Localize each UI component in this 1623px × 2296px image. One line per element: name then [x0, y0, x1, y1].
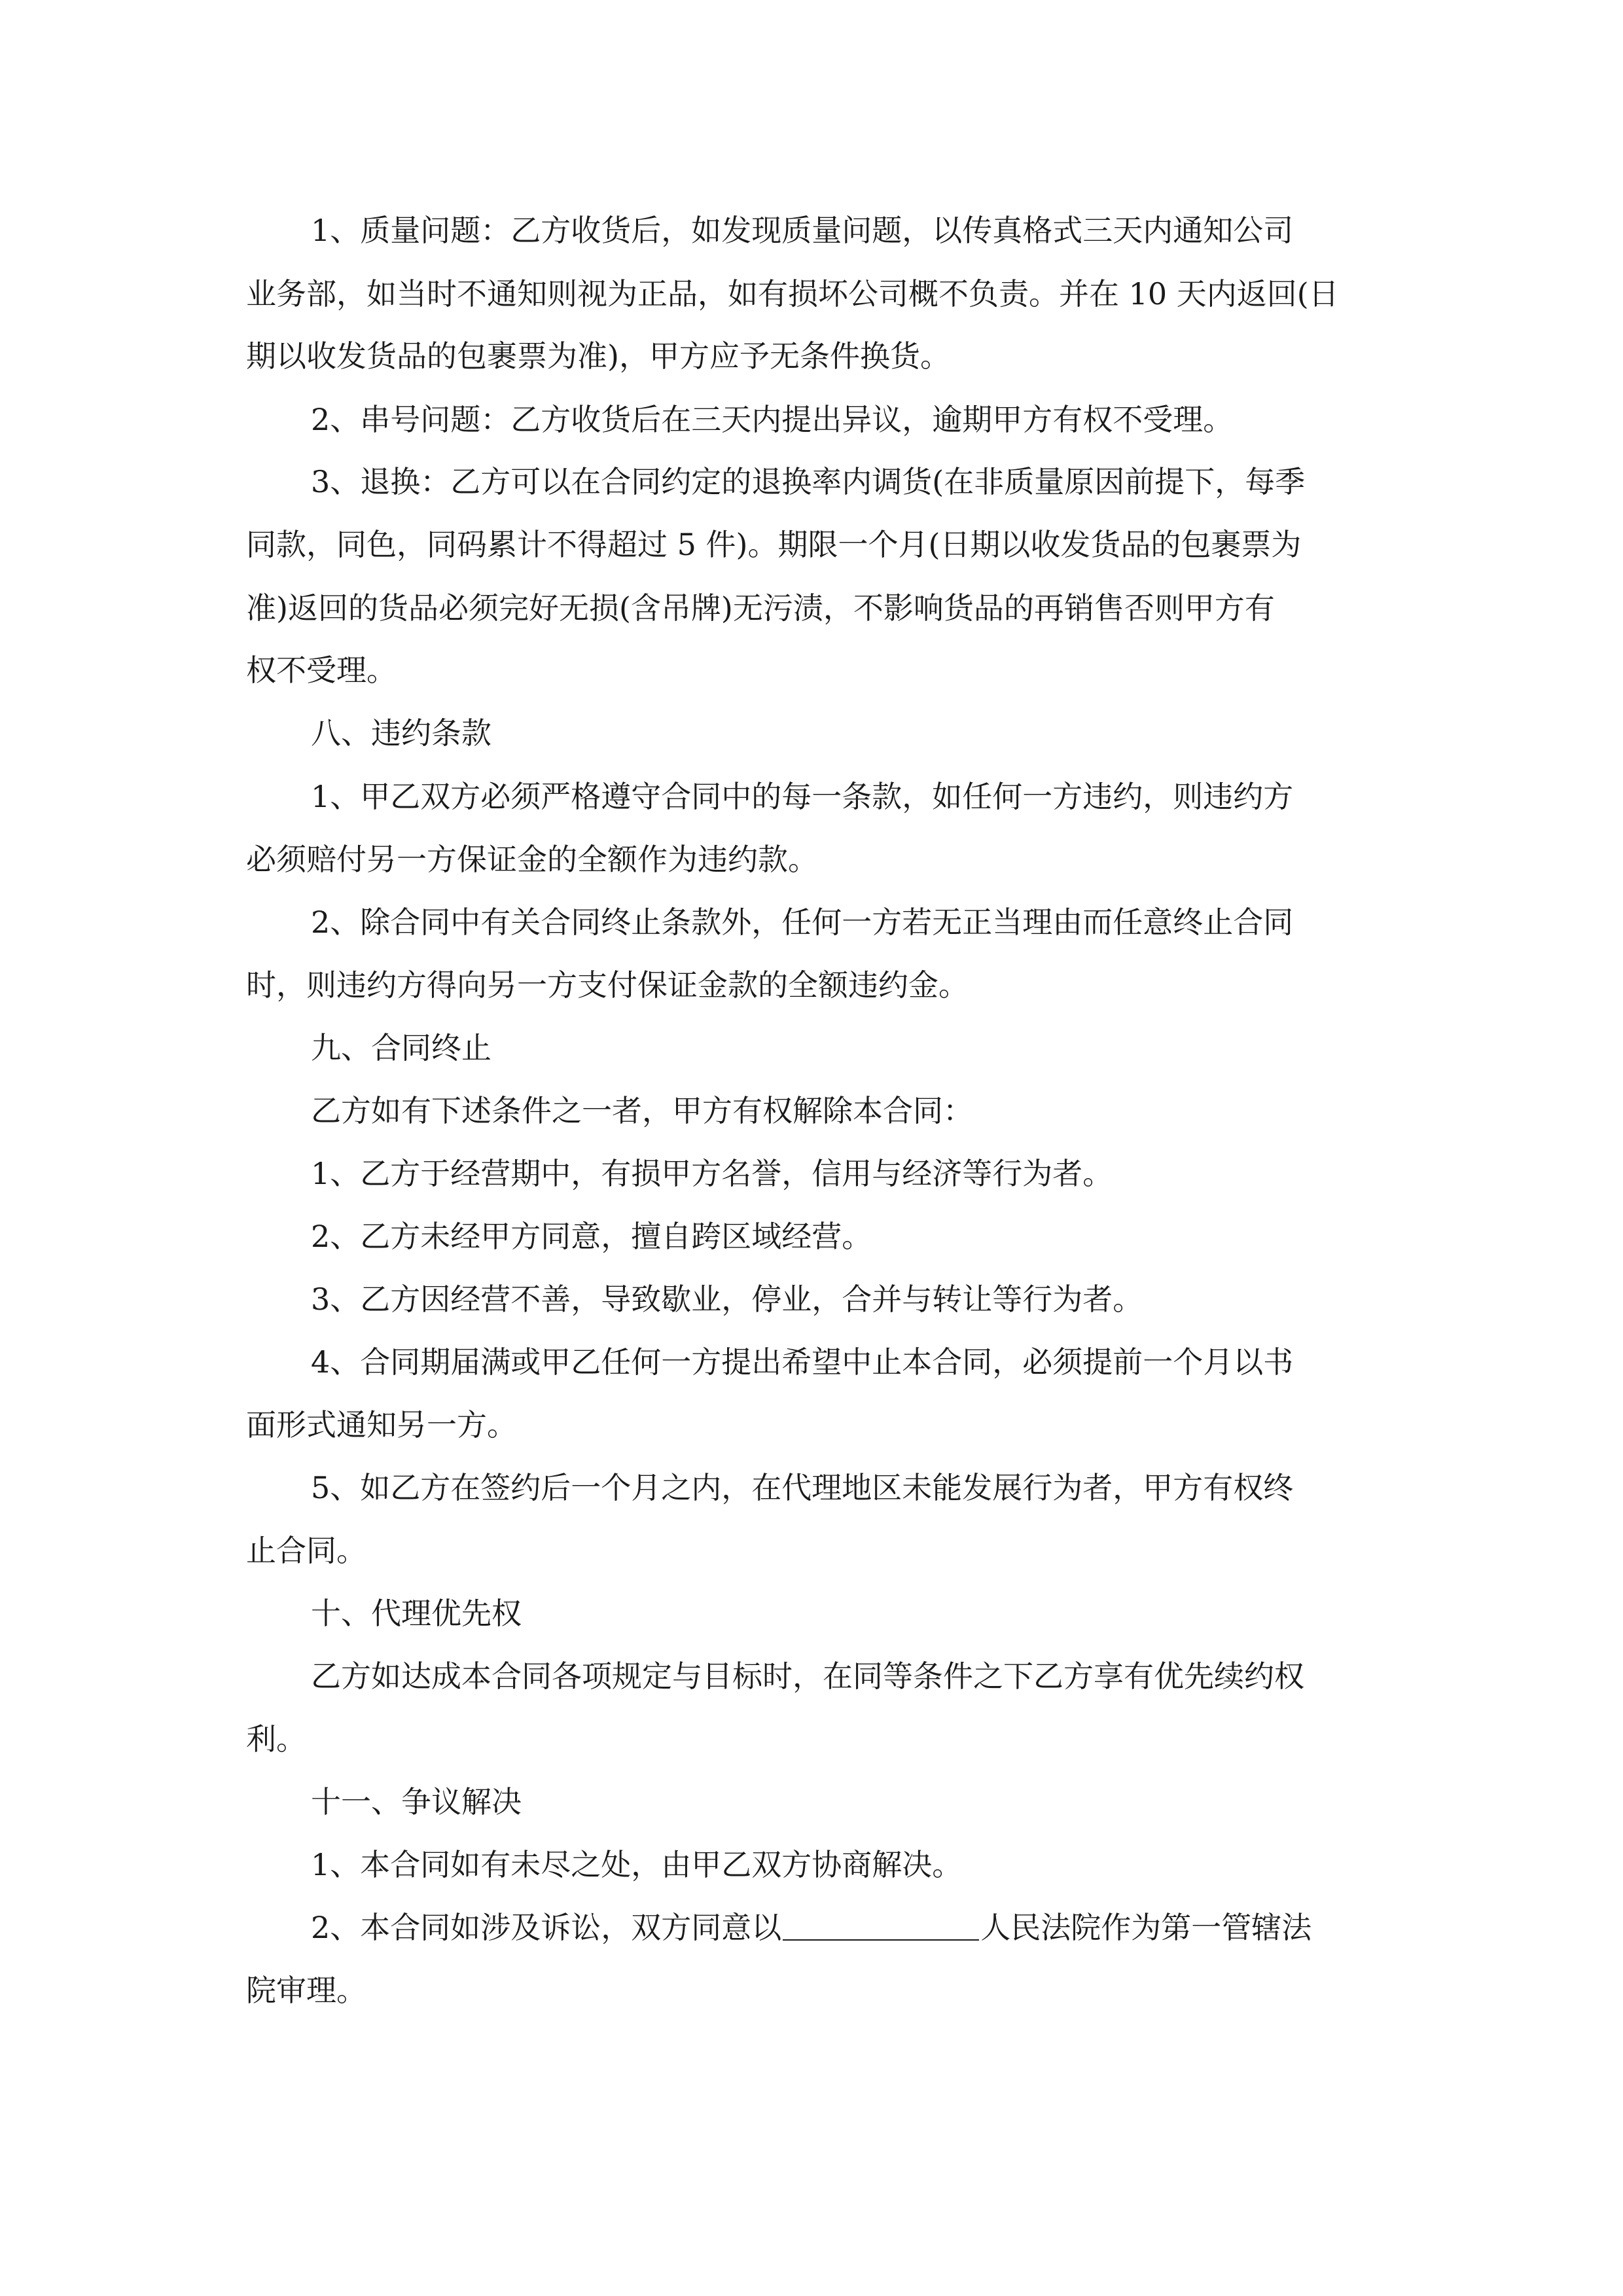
termination-item-4-line-1: 4、合同期届满或甲乙任何一方提出希望中止本合同，必须提前一个月以书 [311, 1344, 1294, 1380]
termination-intro: 乙方如有下述条件之一者，甲方有权解除本合同： [311, 1093, 973, 1128]
section-heading-priority: 十、代理优先权 [311, 1596, 522, 1631]
dispute-item-2-line-2: 院审理。 [246, 1973, 366, 2008]
termination-item-5-line-2: 止合同。 [246, 1533, 366, 1568]
termination-item-5-line-1: 5、如乙方在签约后一个月之内，在代理地区未能发展行为者，甲方有权终 [311, 1470, 1294, 1505]
clause-breach-2-line-2: 时，则违约方得向另一方支付保证金款的全额违约金。 [246, 967, 969, 1003]
dispute-item-2-line-1 [0, 1908, 1623, 1947]
clause-quality-line-1: 1、质量问题：乙方收货后，如发现质量问题，以传真格式三天内通知公司 [311, 213, 1294, 248]
section-heading-termination: 九、合同终止 [311, 1030, 491, 1066]
termination-item-3: 3、乙方因经营不善，导致歇业，停业，合并与转让等行为者。 [311, 1282, 1143, 1317]
termination-item-1: 1、乙方于经营期中，有损甲方名誉，信用与经济等行为者。 [311, 1156, 1113, 1191]
dispute-item-2-pre: 2、本合同如涉及诉讼，双方同意以 [311, 1910, 782, 1945]
court-name-blank [783, 1913, 979, 1941]
clause-breach-1-line-1: 1、甲乙双方必须严格遵守合同中的每一条款，如任何一方违约，则违约方 [311, 779, 1294, 814]
clause-return-line-1: 3、退换：乙方可以在合同约定的退换率内调货(在非质量原因前提下，每季 [311, 464, 1306, 499]
section-heading-dispute: 十一、争议解决 [311, 1784, 522, 1820]
clause-return-line-3: 准)返回的货品必须完好无损(含吊牌)无污渍，不影响货品的再销售否则甲方有 [246, 590, 1275, 626]
clause-breach-2-line-1: 2、除合同中有关合同终止条款外，任何一方若无正当理由而任意终止合同 [311, 905, 1294, 940]
termination-item-2: 2、乙方未经甲方同意，擅自跨区域经营。 [311, 1219, 872, 1254]
clause-quality-line-2: 业务部，如当时不通知则视为正品，如有损坏公司概不负责。并在 10 天内返回(日 [246, 276, 1339, 312]
priority-text-line-2: 利。 [246, 1721, 306, 1757]
clause-return-line-4: 权不受理。 [246, 653, 397, 688]
section-heading-breach: 八、违约条款 [311, 715, 491, 751]
clause-serial-line-1: 2、串号问题：乙方收货后在三天内提出异议，逾期甲方有权不受理。 [311, 402, 1234, 437]
dispute-item-2-post: 人民法院作为第一管辖法 [980, 1910, 1312, 1945]
clause-return-line-2: 同款，同色，同码累计不得超过 5 件)。期限一个月(日期以收发货品的包裹票为 [246, 527, 1302, 562]
dispute-item-1: 1、本合同如有未尽之处，由甲乙双方协商解决。 [311, 1847, 963, 1882]
clause-breach-1-line-2: 必须赔付另一方保证金的全额作为违约款。 [246, 842, 818, 877]
priority-text-line-1: 乙方如达成本合同各项规定与目标时，在同等条件之下乙方享有优先续约权 [311, 1659, 1304, 1694]
clause-quality-line-3: 期以收发货品的包裹票为准)，甲方应予无条件换货。 [246, 338, 950, 374]
termination-item-4-line-2: 面形式通知另一方。 [246, 1407, 517, 1443]
